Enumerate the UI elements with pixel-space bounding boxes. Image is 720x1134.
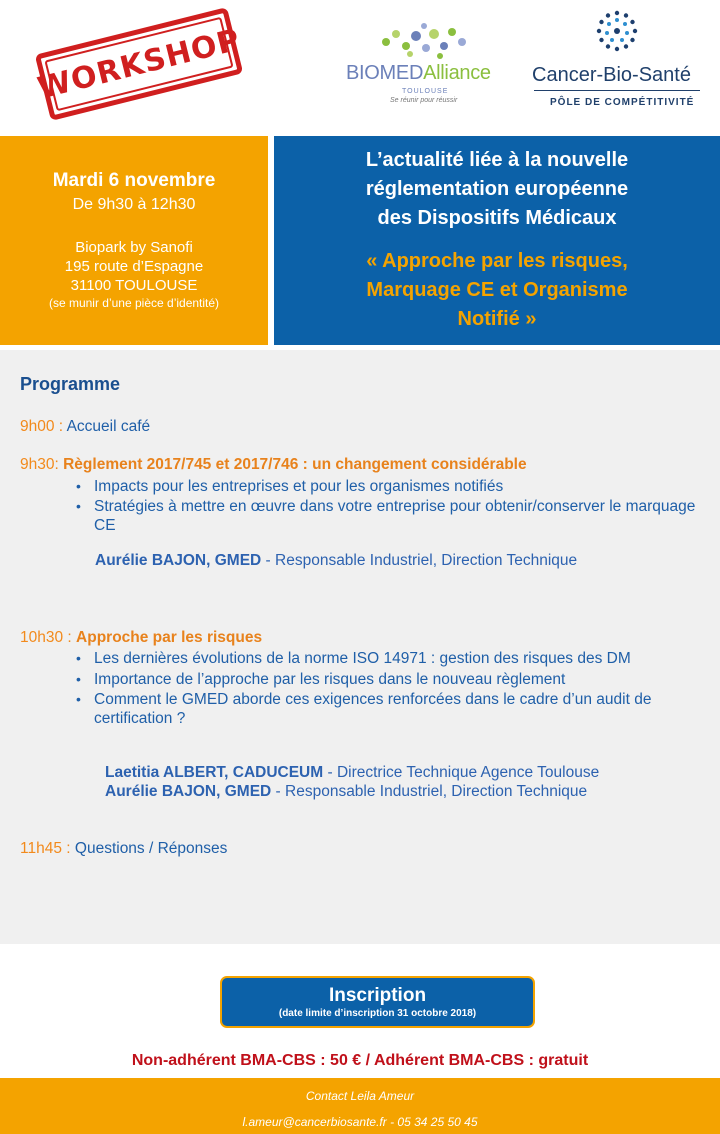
event-info-box (0, 136, 268, 345)
biomed-dots-icon (380, 22, 470, 62)
footer-contact (0, 1078, 720, 1134)
agenda-time: 10h30 : (20, 629, 72, 646)
speaker-role: - Directrice Technique Agence Toulouse (327, 764, 600, 781)
inscription-button[interactable] (220, 976, 535, 1028)
contact-name: Contact Leila Ameur (305, 1089, 415, 1103)
list-item: • Les dernières évolutions de la norme ISO 14971 : gestion des risques des DM (76, 649, 716, 668)
event-location (0, 238, 268, 295)
agenda-bullets-regulation (76, 477, 716, 535)
list-item: • Comment le GMED aborde ces exigences renforcées dans le cadre d’un audit de certification ? (76, 690, 716, 728)
agenda-item-risks (20, 629, 262, 647)
workshop-stamp (35, 7, 244, 121)
workshop-subtitle: « Approche par les risques, Marquage CE et Organisme Notifié » (366, 250, 628, 330)
workshop-stamp-text: WORKSHOP (34, 21, 244, 107)
cancer-bio-sante-divider (534, 90, 700, 91)
biomed-alliance-name: BIOMEDAlliance (346, 62, 491, 84)
speaker-name: Laetitia ALBERT, CADUCEUM (105, 764, 324, 781)
speaker-bajon-2 (105, 783, 587, 801)
speaker-role: - Responsable Industriel, Direction Technique (265, 552, 578, 569)
speaker-name: Aurélie BAJON, GMED (95, 552, 262, 569)
agenda-time: 9h30: (20, 456, 59, 473)
speaker-name: Aurélie BAJON, GMED (105, 783, 272, 800)
event-venue: Biopark by Sanofi (75, 239, 193, 256)
contact-details (0, 1115, 720, 1129)
agenda-item-welcome (20, 418, 150, 436)
agenda-title: Approche par les risques (76, 629, 263, 646)
agenda-item-qa (20, 840, 227, 858)
agenda-item-regulation (20, 456, 527, 474)
inscription-deadline: (date limite d’inscription 31 octobre 2018) (278, 1008, 477, 1019)
list-item: • Importance de l’approche par les risques dans le nouveau règlement (76, 670, 716, 689)
list-item: • Stratégies à mettre en œuvre dans votre entreprise pour obtenir/conserver le marquage CE (76, 497, 716, 535)
biomed-alliance-logo (340, 22, 510, 112)
programme-section (0, 350, 720, 944)
cancer-bio-sante-name: Cancer-Bio-Santé (532, 64, 691, 86)
biomed-alliance-tagline: Se réunir pour réussir (390, 97, 458, 104)
programme-heading: Programme (20, 374, 121, 394)
workshop-title-box (274, 136, 720, 345)
event-street: 195 route d’Espagne (64, 258, 204, 275)
agenda-title: Règlement 2017/745 et 2017/746 : un changement considérable (63, 456, 527, 473)
cancer-bio-sante-emblem-icon (596, 10, 638, 52)
agenda-label: Accueil café (66, 418, 151, 435)
agenda-time: 9h00 : (20, 418, 64, 435)
speaker-albert (105, 764, 599, 782)
pricing-text: Non-adhérent BMA-CBS : 50 € / Adhérent BMA-CBS : gratuit (131, 1052, 589, 1069)
speaker-bajon-1 (95, 552, 577, 570)
contact-phone: - 05 34 25 50 45 (390, 1115, 478, 1129)
agenda-bullets-risks (76, 649, 716, 728)
list-item: • Impacts pour les entreprises et pour les organismes notifiés (76, 477, 716, 496)
event-time: De 9h30 à 12h30 (72, 196, 196, 213)
inscription-label: Inscription (328, 985, 427, 1006)
speaker-role: - Responsable Industriel, Direction Technique (275, 783, 588, 800)
event-date: Mardi 6 novembre (52, 170, 216, 191)
biomed-alliance-city: TOULOUSE (402, 88, 449, 95)
workshop-title: L’actualité liée à la nouvelle réglementation européenne des Dispositifs Médicaux (365, 149, 629, 229)
event-city: 31100 TOULOUSE (70, 277, 198, 294)
contact-email-link[interactable]: l.ameur@cancerbiosante.fr (242, 1115, 387, 1129)
agenda-time: 11h45 : (20, 840, 71, 857)
agenda-label: Questions / Réponses (74, 840, 228, 857)
cancer-bio-sante-subtitle: PÔLE DE COMPÉTITIVITÉ (550, 97, 695, 108)
cancer-bio-sante-logo (528, 10, 708, 114)
event-id-note: (se munir d’une pièce d’identité) (48, 296, 220, 310)
